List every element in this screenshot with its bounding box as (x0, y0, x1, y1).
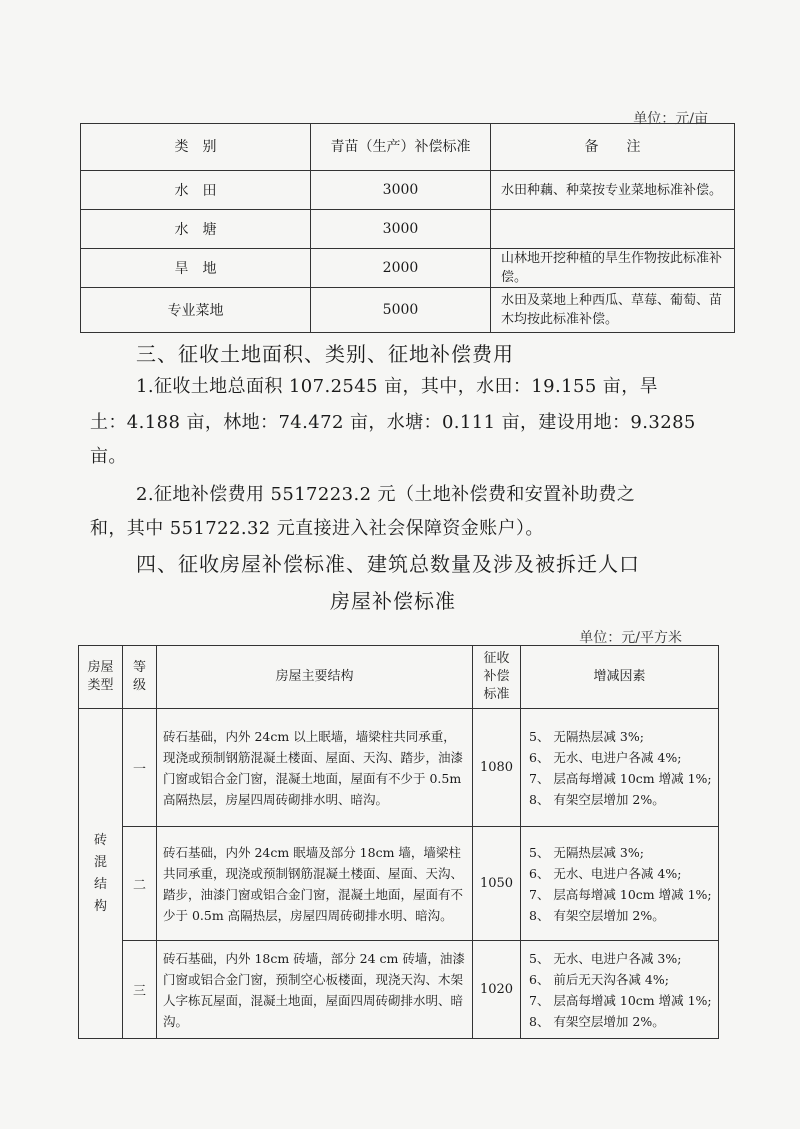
crop-category: 专业菜地 (81, 288, 311, 333)
standard-cell: 1080 (473, 709, 521, 827)
crop-category: 旱 地 (81, 249, 311, 288)
crop-note (491, 210, 735, 249)
header-category: 类 别 (81, 124, 311, 171)
header-grade: 等 级 (123, 646, 157, 709)
table-row (79, 709, 719, 827)
header-factors: 增减因素 (521, 646, 719, 709)
table-row (79, 941, 719, 1039)
section3-para2-line1: 2.征地补偿费用 5517223.2 元（土地补偿费和安置补助费之 (136, 484, 636, 505)
header-standard: 征收 补偿 标准 (473, 646, 521, 709)
section4-subheading: 房屋补偿标准 (330, 589, 456, 613)
table-row (79, 827, 719, 941)
standard-cell: 1020 (473, 941, 521, 1039)
crop-table-header (81, 124, 735, 171)
crop-note: 山林地开挖种植的旱生作物按此标准补偿。 (491, 249, 735, 288)
crop-standard: 3000 (311, 210, 491, 249)
table-row (81, 288, 735, 333)
crop-compensation-table (80, 123, 735, 333)
factors-cell: 5、 无水、电进户各减 3%; 6、 前后无天沟各减 4%; 7、 层高每增减 10cm 增减 1%; 8、 有架空层增加 2%。 (521, 941, 719, 1039)
table-row (81, 210, 735, 249)
house-table-unit: 单位：元/平方米 (579, 630, 682, 646)
house-type-cell: 砖 混 结 构 (79, 709, 123, 1039)
section3-para2-line2: 和，其中 551722.32 元直接进入社会保障资金账户）。 (90, 518, 544, 539)
crop-category: 水 塘 (81, 210, 311, 249)
factors-cell: 5、 无隔热层减 3%; 6、 无水、电进户各减 4%; 7、 层高每增减 10cm 增减 1%; 8、 有架空层增加 2%。 (521, 709, 719, 827)
crop-standard: 5000 (311, 288, 491, 333)
table-row (81, 249, 735, 288)
header-house-type: 房屋 类型 (79, 646, 123, 709)
section3-para1-line3: 亩。 (90, 446, 127, 467)
structure-cell: 砖石基础，内外 24cm 以上眠墙，墙梁柱共同承重，现浇或预制钢筋混凝土楼面、屋面、天沟、踏步，油漆门窗或铝合金门窗，混凝土地面，屋面有不少于 0.5m 高隔热层，房屋四周砖砌排水明、暗沟。 (157, 709, 473, 827)
house-table-header (79, 646, 719, 709)
crop-category: 水 田 (81, 171, 311, 210)
factors-cell: 5、 无隔热层减 3%; 6、 无水、电进户各减 4%; 7、 层高每增减 10cm 增减 1%; 8、 有架空层增加 2%。 (521, 827, 719, 941)
grade-cell: 一 (123, 709, 157, 827)
house-compensation-table (78, 645, 719, 1039)
crop-standard: 3000 (311, 171, 491, 210)
header-structure: 房屋主要结构 (157, 646, 473, 709)
header-note: 备 注 (491, 124, 735, 171)
crop-table-unit: 单位：元/亩 (633, 111, 708, 127)
crop-note: 水田及菜地上种西瓜、草莓、葡萄、苗木均按此标准补偿。 (491, 288, 735, 333)
standard-cell: 1050 (473, 827, 521, 941)
structure-cell: 砖石基础，内外 24cm 眠墙及部分 18cm 墙，墙梁柱共同承重，现浇或预制钢筋混凝土楼面、屋面、天沟、踏步，油漆门窗或铝合金门窗，混凝土地面，屋面有不少于 0.5m 高隔热层，房屋四周砖砌排水明、暗沟。 (157, 827, 473, 941)
section3-para1-line1: 1.征收土地总面积 107.2545 亩，其中，水田：19.155 亩，旱 (136, 376, 659, 397)
crop-note: 水田种藕、种菜按专业菜地标准补偿。 (491, 171, 735, 210)
crop-standard: 2000 (311, 249, 491, 288)
header-standard: 青苗（生产）补偿标准 (311, 124, 491, 171)
section3-para1-line2: 土：4.188 亩，林地：74.472 亩，水塘：0.111 亩，建设用地：9.3285 (90, 412, 696, 433)
structure-cell: 砖石基础，内外 18cm 砖墙，部分 24 cm 砖墙，油漆门窗或铝合金门窗，预制空心板楼面，现浇天沟、木架人字栋瓦屋面，混凝土地面，屋面四周砖砌排水明、暗沟。 (157, 941, 473, 1039)
grade-cell: 三 (123, 941, 157, 1039)
section3-heading: 三、征收土地面积、类别、征地补偿费用 (136, 342, 514, 366)
table-row (81, 171, 735, 210)
section4-heading: 四、征收房屋补偿标准、建筑总数量及涉及被拆迁人口 (136, 552, 640, 576)
grade-cell: 二 (123, 827, 157, 941)
